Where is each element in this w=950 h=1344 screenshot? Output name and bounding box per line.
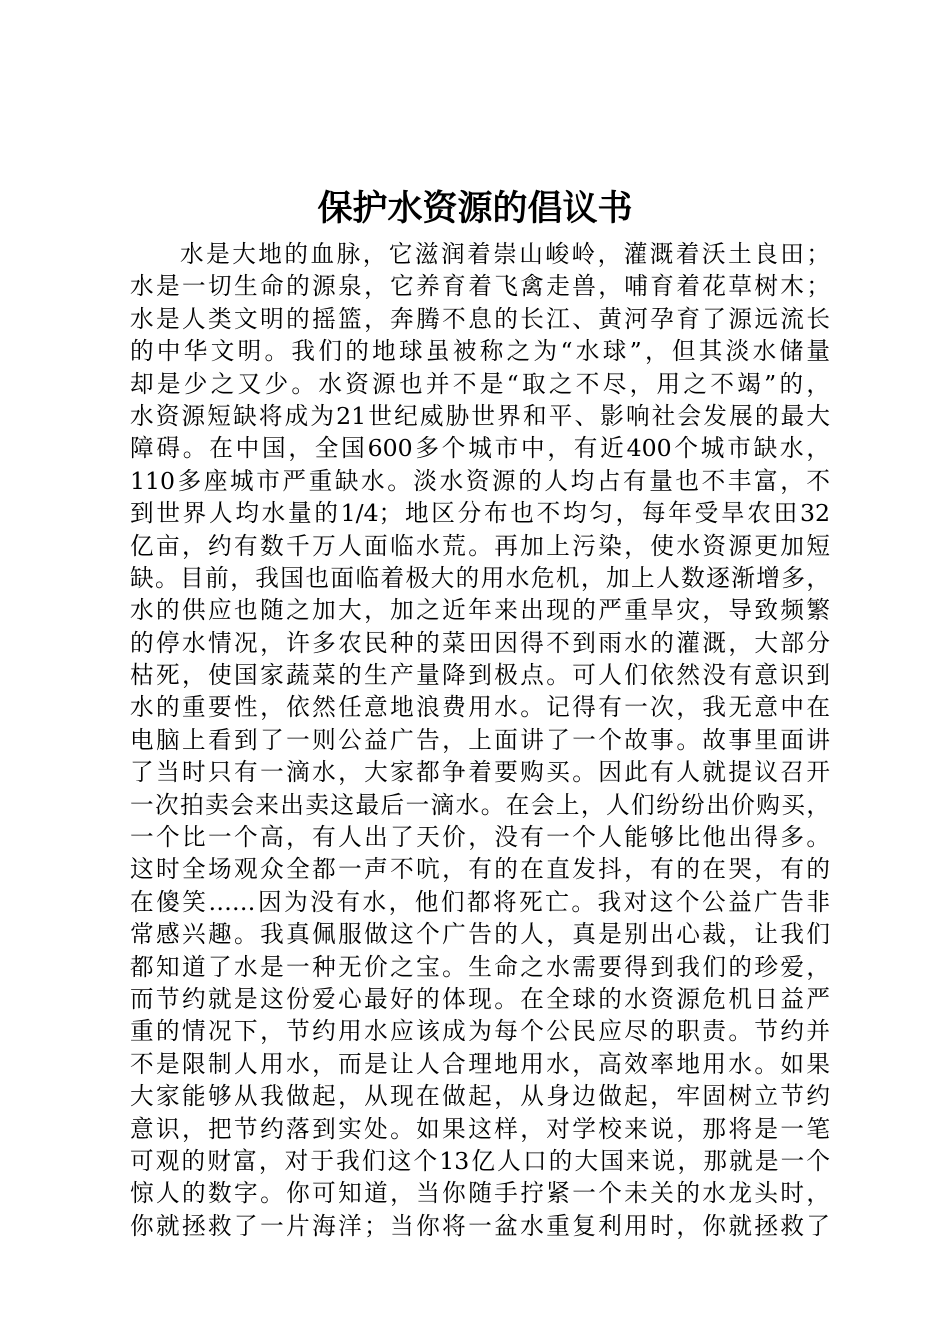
body-line: 重的情况下，节约用水应该成为每个公民应尽的职责。节约并 bbox=[130, 1017, 830, 1046]
body-line: 水是大地的血脉，它滋润着崇山峻岭，灌溉着沃土良田； bbox=[180, 240, 830, 268]
body-line: 都知道了水是一种无价之宝。生命之水需要得到我们的珍爱， bbox=[130, 952, 830, 981]
document-title: 保护水资源的倡议书 bbox=[317, 188, 633, 229]
body-line: 水资源短缺将成为21世纪威胁世界和平、影响社会发展的最大 bbox=[130, 401, 830, 430]
document-body bbox=[130, 238, 830, 1242]
body-line: 意识，把节约落到实处。如果这样，对学校来说，那将是一笔 bbox=[130, 1114, 830, 1143]
body-line: 一个比一个高，有人出了天价，没有一个人能够比他出得多。 bbox=[130, 823, 830, 852]
body-line: 一次拍卖会来出卖这最后一滴水。在会上，人们纷纷出价购买， bbox=[130, 790, 830, 819]
body-line: 不是限制人用水，而是让人合理地用水，高效率地用水。如果 bbox=[130, 1049, 830, 1078]
body-line: 水的供应也随之加大，加之近年来出现的严重旱灾，导致频繁 bbox=[130, 596, 830, 625]
body-line: 却是少之又少。水资源也并不是“取之不尽，用之不竭”的， bbox=[130, 369, 830, 398]
body-line: 亿亩，约有数千万人面临水荒。再加上污染，使水资源更加短 bbox=[130, 531, 830, 560]
body-line: 缺。目前，我国也面临着极大的用水危机，加上人数逐渐增多， bbox=[130, 563, 830, 592]
body-line: 的中华文明。我们的地球虽被称之为“水球”，但其淡水储量 bbox=[130, 337, 830, 366]
body-line: 可观的财富，对于我们这个13亿人口的大国来说，那就是一个 bbox=[130, 1146, 830, 1175]
body-line: 在傻笑……因为没有水，他们都将死亡。我对这个公益广告非 bbox=[130, 887, 830, 916]
body-line: 水是一切生命的源泉，它养育着飞禽走兽，哺育着花草树木； bbox=[130, 272, 830, 301]
body-line: 110多座城市严重缺水。淡水资源的人均占有量也不丰富，不 bbox=[130, 466, 830, 495]
body-line: 电脑上看到了一则公益广告，上面讲了一个故事。故事里面讲 bbox=[130, 725, 830, 754]
body-line: 的停水情况，许多农民种的菜田因得不到雨水的灌溉，大部分 bbox=[130, 628, 830, 657]
body-line: 惊人的数字。你可知道，当你随手拧紧一个未关的水龙头时， bbox=[130, 1179, 830, 1208]
body-line: 障碍。在中国，全国600多个城市中，有近400个城市缺水， bbox=[130, 434, 830, 463]
body-line: 了当时只有一滴水，大家都争着要购买。因此有人就提议召开 bbox=[130, 758, 830, 787]
body-line: 你就拯救了一片海洋；当你将一盆水重复利用时，你就拯救了 bbox=[130, 1211, 830, 1240]
body-line: 水是人类文明的摇篮，奔腾不息的长江、黄河孕育了源远流长 bbox=[130, 304, 830, 333]
body-line: 水的重要性，依然任意地浪费用水。记得有一次，我无意中在 bbox=[130, 693, 830, 722]
body-line: 大家能够从我做起，从现在做起，从身边做起，牢固树立节约 bbox=[130, 1082, 830, 1111]
body-line: 常感兴趣。我真佩服做这个广告的人，真是别出心裁，让我们 bbox=[130, 920, 830, 949]
body-line: 枯死，使国家蔬菜的生产量降到极点。可人们依然没有意识到 bbox=[130, 661, 830, 690]
body-line: 到世界人均水量的1/4；地区分布也不均匀，每年受旱农田32 bbox=[130, 499, 830, 528]
body-line: 而节约就是这份爱心最好的体现。在全球的水资源危机日益严 bbox=[130, 984, 830, 1013]
body-line: 这时全场观众全都一声不吭，有的在直发抖，有的在哭，有的 bbox=[130, 855, 830, 884]
